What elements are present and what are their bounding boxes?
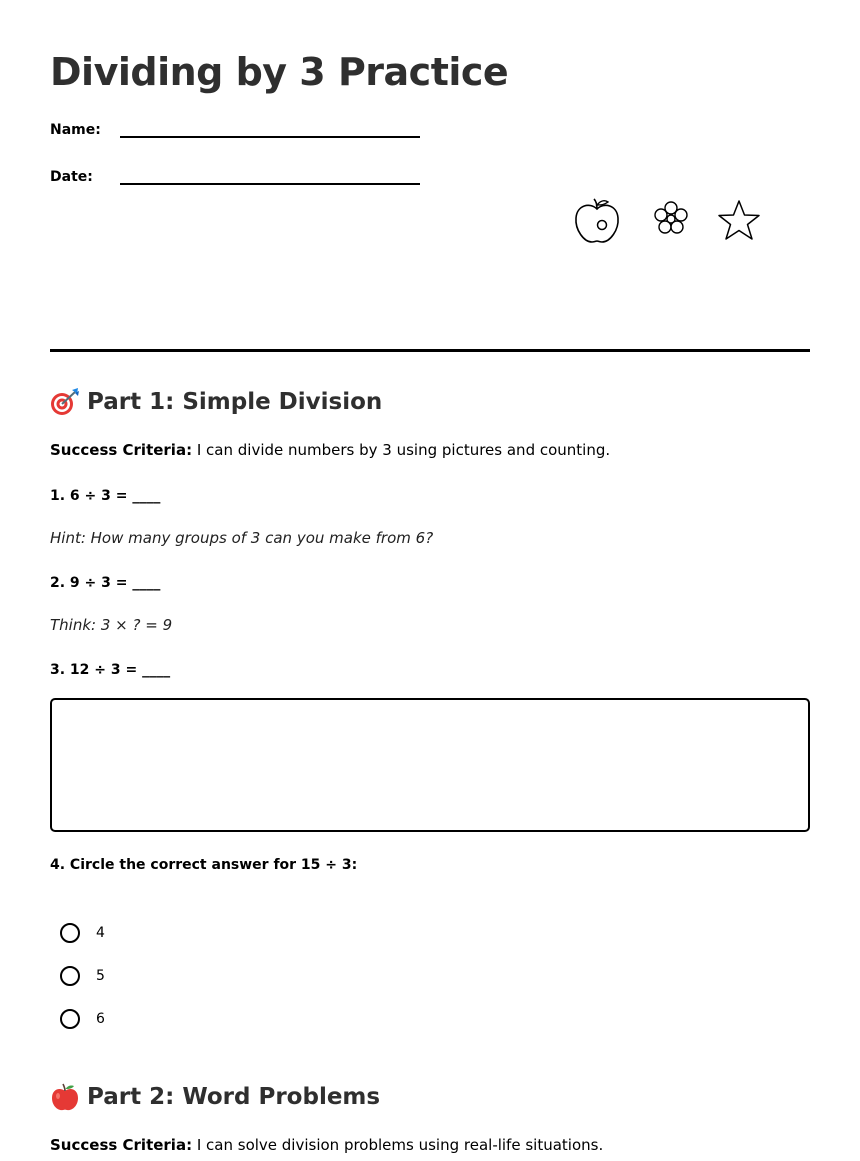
target-emoji-icon	[50, 388, 80, 416]
answer-option[interactable]	[60, 963, 105, 989]
radio-circle[interactable]	[60, 923, 80, 943]
red-apple-emoji-icon	[50, 1083, 80, 1111]
name-blank-line[interactable]	[120, 136, 420, 138]
apple-icon	[572, 196, 622, 246]
date-blank-line[interactable]	[120, 183, 420, 185]
option-label: 4	[96, 925, 105, 941]
section-divider	[50, 349, 810, 352]
date-field	[50, 169, 420, 199]
answer-option[interactable]	[60, 920, 105, 946]
option-label: 5	[96, 968, 105, 984]
part2-criteria-label: Success Criteria:	[50, 1136, 193, 1154]
answer-option[interactable]	[60, 1006, 105, 1032]
part1-success-criteria	[50, 441, 610, 459]
part1-criteria-label: Success Criteria:	[50, 441, 193, 459]
star-icon	[715, 196, 763, 244]
radio-circle[interactable]	[60, 1009, 80, 1029]
part1-heading	[50, 388, 382, 416]
part2-criteria-text: I can solve division problems using real-life situations.	[192, 1136, 604, 1154]
part2-title: Part 2: Word Problems	[87, 1084, 381, 1110]
date-label: Date:	[50, 169, 93, 185]
part2-heading	[50, 1083, 380, 1111]
radio-circle[interactable]	[60, 966, 80, 986]
flower-icon	[650, 196, 692, 242]
work-space-box[interactable]	[50, 698, 810, 832]
part1-criteria-text: I can divide numbers by 3 using pictures and counting.	[192, 441, 611, 459]
question-1: 1. 6 ÷ 3 = ____	[50, 488, 161, 504]
page-title: Dividing by 3 Practice	[50, 50, 509, 94]
name-label: Name:	[50, 122, 101, 138]
name-field	[50, 122, 420, 152]
part1-title: Part 1: Simple Division	[87, 389, 383, 415]
hint-2: Think: 3 × ? = 9	[50, 616, 173, 634]
part2-success-criteria	[50, 1136, 603, 1154]
question-4: 4. Circle the correct answer for 15 ÷ 3:	[50, 857, 358, 873]
question-3: 3. 12 ÷ 3 = ____	[50, 662, 171, 678]
option-label: 6	[96, 1011, 105, 1027]
question-2: 2. 9 ÷ 3 = ____	[50, 575, 161, 591]
hint-1: Hint: How many groups of 3 can you make from 6?	[50, 529, 434, 547]
